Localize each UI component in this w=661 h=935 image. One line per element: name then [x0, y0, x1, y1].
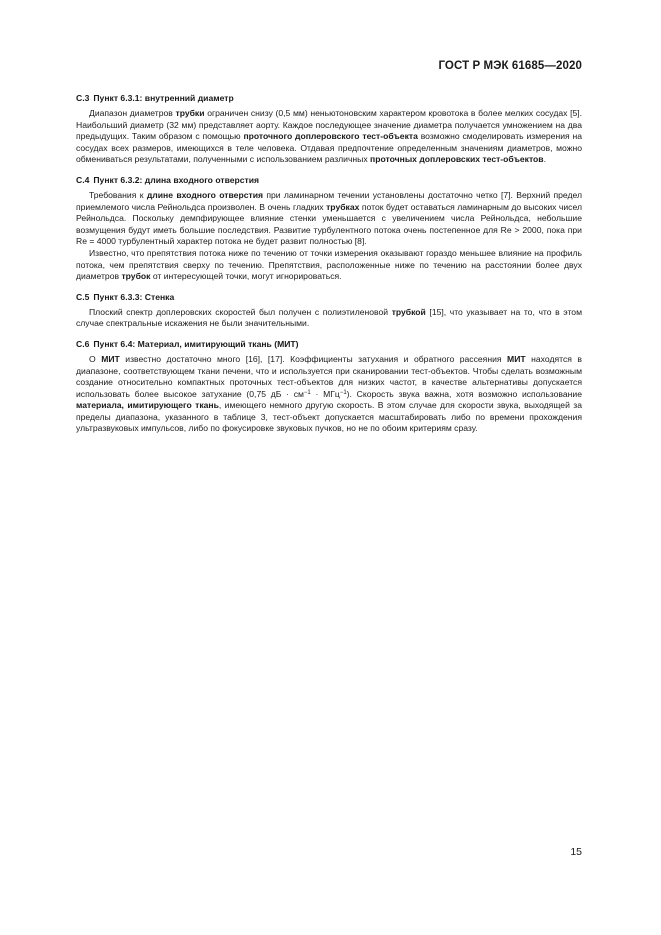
- text-run: ограничен снизу (0,5 мм) неньютоновским характером кровотока в более мелких сосудах [5]. Наибольший диаметр (32 мм) представляет аорту. Каждое последующее значение диаметра получается умножением на два предыдущих. Таким образом с помощью: [76, 108, 583, 142]
- text-run: , имеющего немного другую скорость. В этом случае для скорости звука, выходящей за пределы диапазона, указанного в таблице 3, тест-объект допускается масштабировать либо по времени прохождения ультразвуковых импульсов, либо по фокусировке звуковых пучков, но не по обоим критериям сразу.: [76, 400, 582, 434]
- section-c-3: [76, 92, 582, 166]
- text-run: −1: [303, 389, 311, 396]
- text-run: известно достаточно много [16], [17]. Коэффициенты затухания и обратного рассеяния: [119, 353, 508, 364]
- text-run: Требования к: [89, 189, 147, 200]
- section-heading: [76, 174, 582, 186]
- text-run: возможно смоделировать измерения на сосудах всех размеров, имеющихся в теле человека. Отдавая предпочтение определенным значениям диаметров, можно обмениваться результатами, полученными с использованием различных: [76, 131, 582, 165]
- section-title: Пункт 6.3.1: внутренний диаметр: [93, 93, 234, 103]
- text-run: Диапазон диаметров: [89, 108, 176, 118]
- section-c-5: [76, 291, 582, 330]
- emphasized-term: проточного доплеровского тест-объекта: [243, 131, 418, 142]
- text-run: О: [89, 353, 102, 364]
- text-run: от интересующей точки, могут игнорироваться.: [150, 271, 342, 282]
- section-number: C.4: [76, 174, 90, 185]
- emphasized-term: длине входного отверстия: [146, 189, 263, 200]
- emphasized-term: МИТ: [101, 353, 120, 364]
- section-number: C.3: [76, 93, 90, 103]
- text-run: поток будет оставаться ламинарным до высоких чисел Рейнольдса. Поскольку демпфирующее влияние стенки уменьшается с увеличением числа Рейнольдса, небольшие возмущения будут иметь большие последствия. Развитие турбулентного потока очень постепенное для Re > 2000, пока при Re = 4000 турбулентный характер потока не будет развит полностью [8].: [76, 201, 582, 247]
- section-title: Пункт 6.3.2: длина входного отверстия: [93, 174, 260, 185]
- paragraph: [76, 108, 582, 166]
- emphasized-term: материала, имитирующего ткань: [76, 400, 219, 411]
- section-c-6: [76, 338, 582, 435]
- text-run: находятся в диапазоне, соответствующем ткани печени, что и используется при сканировании тест-объектов. Чтобы сделать возможным создание относительно компактных проточных тест-объектов для низких частот, в качестве альтернативы допускается использовать более высокое затухание (0,75 дБ · см: [76, 353, 582, 399]
- paragraph: [76, 248, 582, 283]
- emphasized-term: трубки: [175, 108, 205, 118]
- section-c-4: [76, 174, 582, 283]
- text-run: Плоский спектр доплеровских скоростей был получен с полиэтиленовой: [89, 306, 392, 317]
- text-run: Известно, что препятствия потока ниже по течению от точки измерения оказывают гораздо меньшее влияние на профиль потока, чем препятствия сверху по течению. Препятствия, расположенные ниже по течению на расстоянии более двух диаметров: [76, 247, 582, 282]
- paragraph: [76, 190, 582, 248]
- section-number: C.5: [76, 291, 90, 302]
- section-heading: [76, 338, 582, 350]
- section-title: Пункт 6.3.3: Стенка: [93, 291, 175, 302]
- text-run: .: [543, 154, 546, 165]
- section-number: C.6: [76, 338, 90, 349]
- emphasized-term: трубкой: [391, 306, 426, 317]
- emphasized-term: трубках: [326, 201, 360, 212]
- emphasized-term: МИТ: [507, 353, 526, 364]
- section-title: Пункт 6.4: Материал, имитирующий ткань (МИТ): [93, 338, 299, 349]
- document-code-header: ГОСТ Р МЭК 61685—2020: [438, 60, 582, 72]
- text-run: [15], что указывает на то, что в этом случае спектральные искажения не были значительными.: [76, 306, 582, 329]
- text-run: при ламинарном течении установлены достаточно четко [7]. Верхний предел приемлемого числа Рейнольдса произволен. В очень гладких: [76, 189, 583, 212]
- text-run: ). Скорость звука важна, хотя возможно использование: [346, 388, 582, 399]
- paragraph: [76, 354, 582, 435]
- paragraph: [76, 307, 582, 330]
- text-run: · МГц: [310, 388, 340, 399]
- section-heading: [76, 291, 582, 303]
- page-number: 15: [570, 846, 582, 858]
- emphasized-term: проточных доплеровских тест-объектов: [370, 154, 544, 165]
- text-run: −1: [339, 389, 347, 396]
- document-body: [76, 92, 582, 443]
- section-heading: [76, 92, 582, 104]
- emphasized-term: трубок: [121, 271, 151, 282]
